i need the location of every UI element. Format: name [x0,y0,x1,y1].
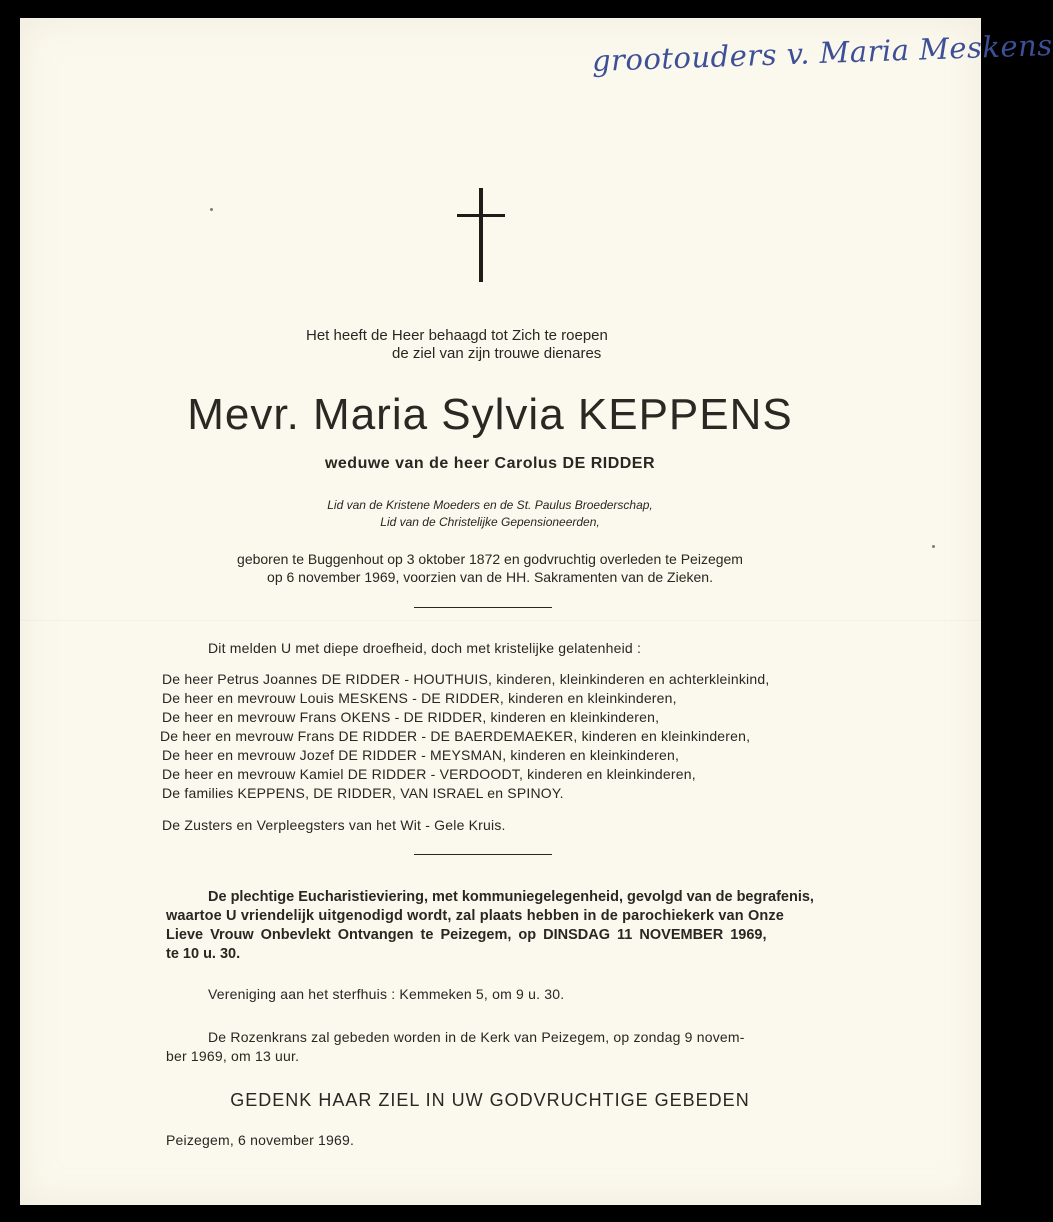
mourner-line: De heer en mevrouw Jozef DE RIDDER - MEYSMAN, kinderen en kleinkinderen, [162,747,680,763]
birth-death-line-2: op 6 november 1969, voorzien van de HH. Sakramenten van de Zieken. [267,569,713,585]
rosary-line-1: De Rozenkrans zal gebeden worden in de Kerk van Peizegem, op zondag 9 novem- [208,1029,745,1045]
gathering-line: Vereniging aan het sterfhuis : Kemmeken 5, om 9 u. 30. [208,986,565,1002]
memorial-card [20,18,1053,1205]
place-date: Peizegem, 6 november 1969. [166,1132,355,1148]
service-line-2: waartoe U vriendelijk uitgenodigd wordt, zal plaats hebben in de parochiekerk van Onze [166,908,785,924]
mourner-line: De heer en mevrouw Kamiel DE RIDDER - VERDOODT, kinderen en kleinkinderen, [162,766,696,782]
cross-icon [457,188,505,282]
widow-of: weduwe van de heer Carolus DE RIDDER [324,455,656,472]
divider-1 [414,607,552,608]
rosary-line-2: ber 1969, om 13 uur. [166,1048,300,1064]
sisters-line: De Zusters en Verpleegsters van het Wit - Gele Kruis. [162,817,506,833]
service-line-1: De plechtige Eucharistieviering, met kommuniegelegenheid, gevolgd van de begrafenis, [208,889,814,905]
paper-speck [932,545,935,548]
service-line-4: te 10 u. 30. [166,946,241,962]
mourner-line: De heer Petrus Joannes DE RIDDER - HOUTHUIS, kinderen, kleinkinderen en achterkleinkind, [162,671,770,687]
deceased-name: Mevr. Maria Sylvia KEPPENS [187,390,793,439]
closing-prayer: GEDENK HAAR ZIEL IN UW GODVRUCHTIGE GEBEDEN [230,1090,750,1110]
mourners-intro: Dit melden U met diepe droefheid, doch met kristelijke gelatenheid : [208,640,642,656]
service-line-3: Lieve Vrouw Onbevlekt Ontvangen te Peizegem, op DINSDAG 11 NOVEMBER 1969, [166,927,767,943]
handwritten-note: grootouders v. Maria Meskens [591,27,1053,78]
mourner-line: De heer en mevrouw Louis MESKENS - DE RIDDER, kinderen en kleinkinderen, [162,690,677,706]
paper-speck [210,208,213,211]
mourner-line: De heer en mevrouw Frans OKENS - DE RIDDER, kinderen en kleinkinderen, [162,709,660,725]
intro-line-2: de ziel van zijn trouwe dienares [392,345,602,362]
mourner-line: De families KEPPENS, DE RIDDER, VAN ISRAEL en SPINOY. [162,785,564,801]
membership-line-2: Lid van de Christelijke Gepensioneerden, [380,515,600,529]
intro-line-1: Het heeft de Heer behaagd tot Zich te roepen [306,327,608,344]
membership-line-1: Lid van de Kristene Moeders en de St. Paulus Broederschap, [327,498,653,512]
birth-death-line-1: geboren te Buggenhout op 3 oktober 1872 en godvruchtig overleden te Peizegem [237,551,743,567]
mourner-line: De heer en mevrouw Frans DE RIDDER - DE BAERDEMAEKER, kinderen en kleinkinderen, [160,728,751,744]
paper-fold [20,620,981,622]
divider-2 [414,854,552,855]
